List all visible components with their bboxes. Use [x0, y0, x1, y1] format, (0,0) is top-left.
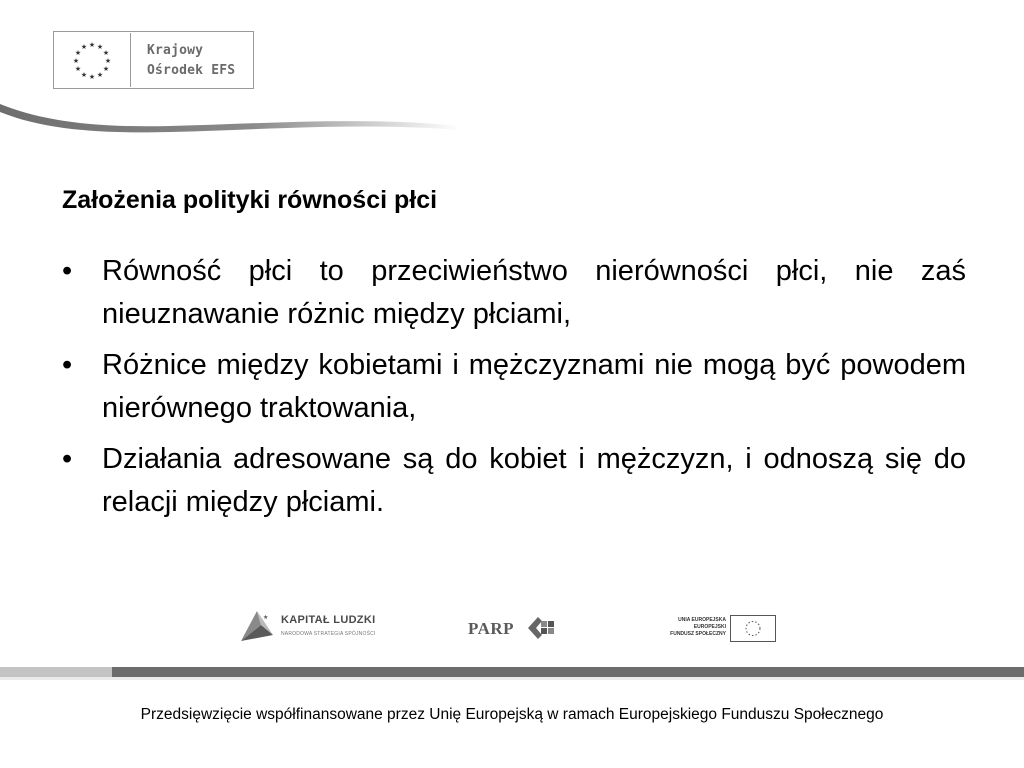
bullet-marker: •: [62, 349, 73, 381]
ue-text: [660, 617, 726, 638]
bullet-list: [62, 250, 966, 532]
logo-line-1: Krajowy: [147, 43, 204, 58]
eu-flag-small-icon: [730, 615, 776, 642]
bullet-item: [62, 438, 966, 524]
bullet-text: Równość płci to przeciwieństwo nierówności płci, nie zaś nieuznawanie różnic między płciami,: [102, 255, 966, 330]
footer-band-dark: [112, 667, 1024, 677]
ue-line-1: UNIA EUROPEJSKA: [678, 617, 726, 623]
kapital-ludzki-subtitle: NARODOWA STRATEGIA SPÓJNOŚCI: [281, 631, 376, 637]
parp-text: PARP: [468, 619, 515, 638]
decorative-swoosh: [0, 96, 460, 138]
svg-text:★: ★: [102, 66, 110, 73]
ue-efs-logo: [660, 615, 780, 645]
svg-text:★: ★: [263, 615, 269, 621]
kapital-ludzki-text: KAPITAŁ LUDZKI: [281, 614, 376, 626]
svg-text:★: ★: [74, 66, 82, 73]
svg-text:★: ★: [88, 42, 96, 49]
parp-logo: [468, 613, 560, 643]
bullet-marker: •: [62, 255, 73, 287]
slide-title: Założenia polityki równości płci: [62, 186, 438, 214]
bullet-item: [62, 250, 966, 336]
footer-band-light: [0, 667, 112, 677]
kapital-ludzki-icon: [233, 607, 275, 649]
svg-text:★: ★: [80, 44, 88, 51]
kapital-ludzki-logo: [233, 607, 393, 649]
svg-text:★: ★: [80, 72, 88, 79]
bullet-item: [62, 344, 966, 430]
footer-band-shadow: [0, 677, 1024, 680]
eu-flag-icon: [55, 33, 131, 87]
svg-text:★: ★: [96, 72, 104, 79]
bullet-text: Różnice między kobietami i mężczyznami nie mogą być powodem nierównego traktowania,: [102, 349, 966, 424]
svg-text:★: ★: [102, 50, 110, 57]
ue-line-2: EUROPEJSKI: [693, 624, 726, 630]
footer-text: Przedsięwzięcie współfinansowane przez Unię Europejską w ramach Europejskiego Funduszu Społecznego: [140, 706, 884, 723]
efs-logo: [53, 31, 254, 89]
svg-text:★: ★: [74, 50, 82, 57]
bullet-text: Działania adresowane są do kobiet i mężczyzn, i odnoszą się do relacji między płciami.: [102, 443, 966, 518]
logo-line-2: Ośrodek EFS: [147, 63, 236, 78]
svg-text:★: ★: [88, 74, 96, 81]
svg-text:★: ★: [96, 44, 104, 51]
ue-line-3: FUNDUSZ SPOŁECZNY: [670, 631, 726, 637]
logo-text: [147, 41, 252, 81]
svg-text:★: ★: [104, 58, 112, 65]
bullet-marker: •: [62, 443, 73, 475]
parp-mark-icon: [526, 615, 558, 641]
svg-text:★: ★: [72, 58, 80, 65]
